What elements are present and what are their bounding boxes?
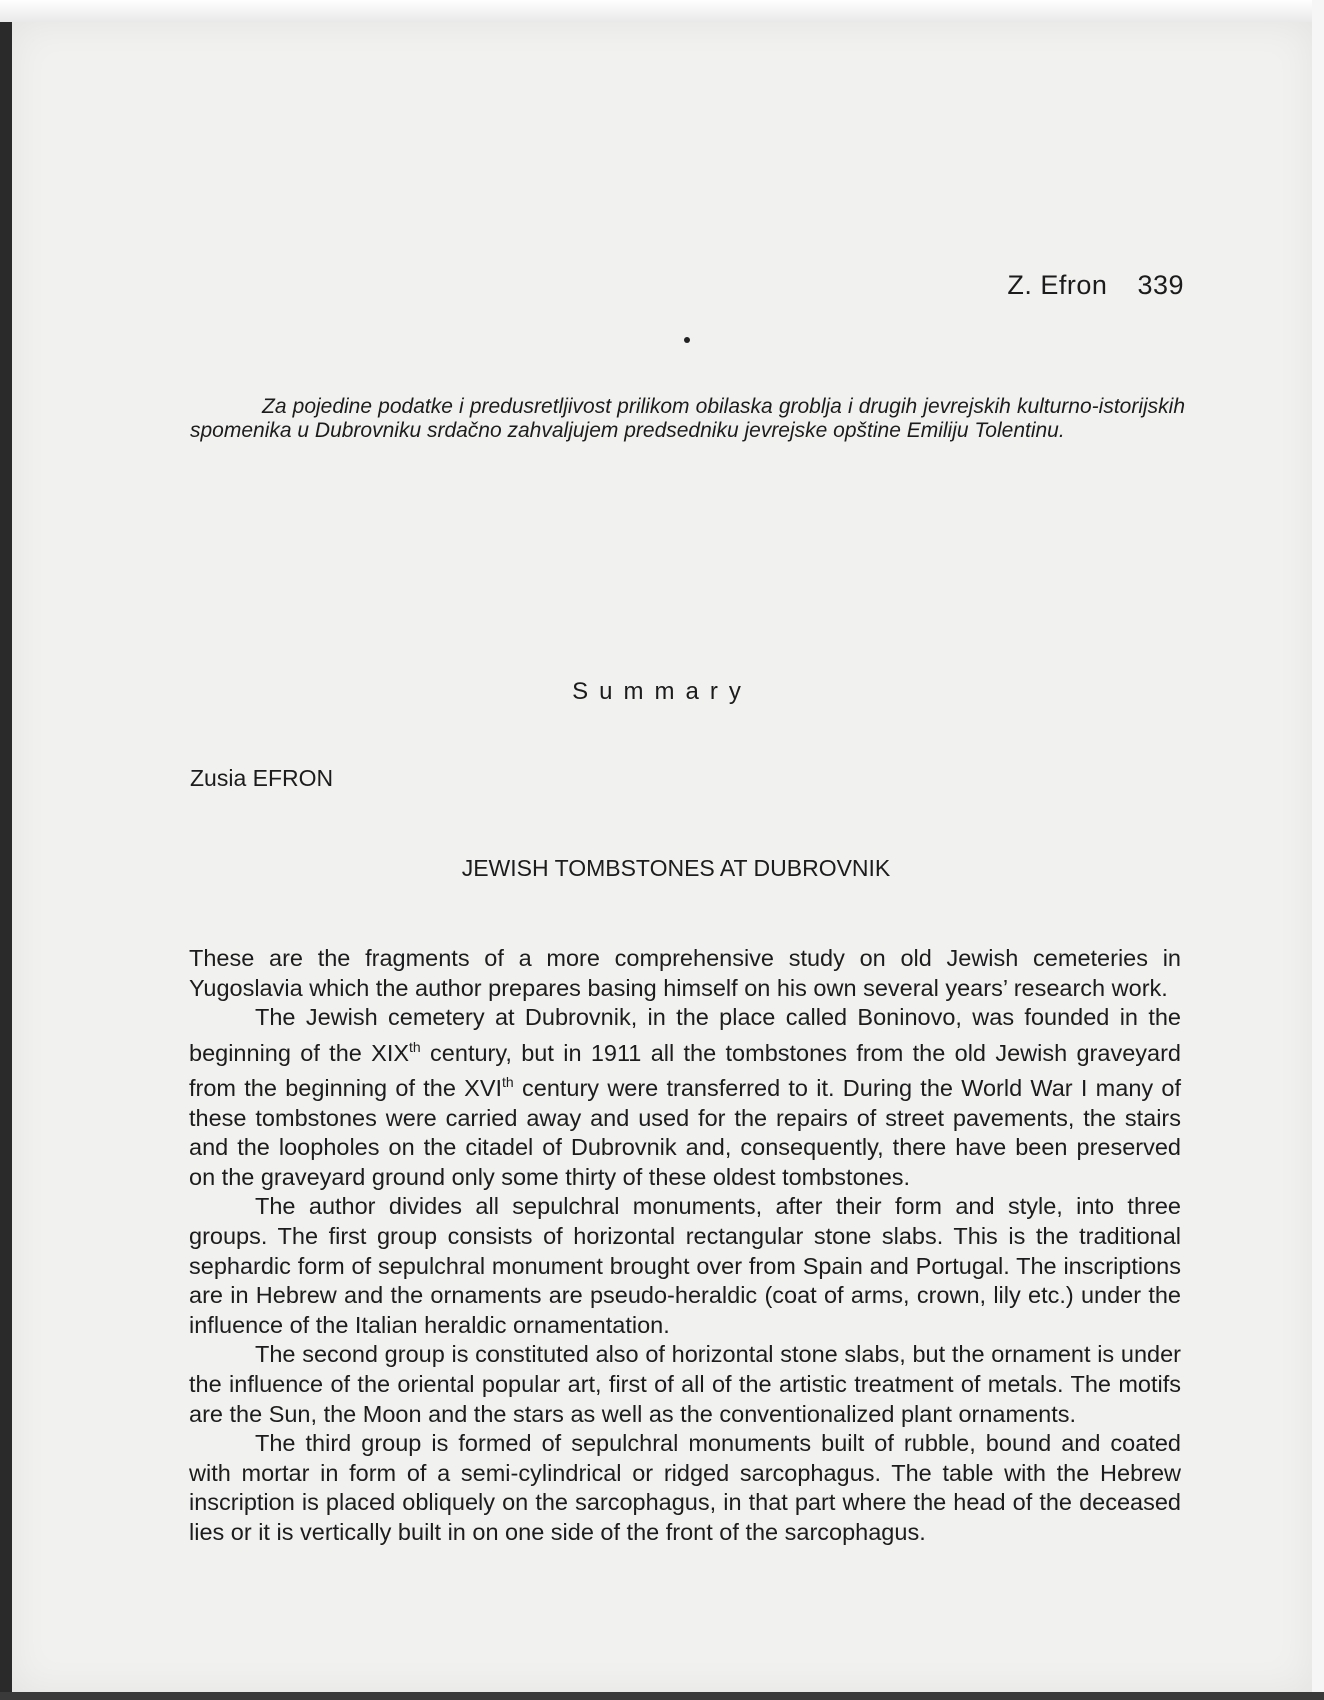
paragraph-text: century were transferred to it. During the World War I many of these tombstones were carried away and used for the repairs of street pavements, the stairs and the loopholes on the citadel of Dubrovnik and, consequently, there have been preserved on the graveyard ground only some thirty of these oldest tombstones. (189, 1075, 1181, 1190)
paragraph-text: These are the fragments of a more comprehensive study on old Jewish cemeteries in Yugoslavia which the author prepares basing himself on his own several years’ research work. (189, 945, 1181, 1001)
scan-bottom-edge (0, 1692, 1324, 1700)
summary-paragraph-2 (189, 1003, 1181, 1192)
paragraph-text: The third group is formed of sepulchral monuments built of rubble, bound and coated with mortar in form of a semi-cylindrical or ridged sarcophagus. The table with the Hebrew inscription is placed obliquely on the sarcophagus, in that part where the head of the deceased lies or it is vertically built in on one side of the front of the sarcophagus. (189, 1430, 1181, 1545)
article-title: JEWISH TOMBSTONES AT DUBROVNIK (461, 855, 891, 881)
paragraph-text: The author divides all sepulchral monuments, after their form and style, into three groups. The first group consists of horizontal rectangular stone slabs. This is the traditional sephardic form of sepulchral monument brought over from Spain and Portugal. The inscriptions are in Hebrew and the ornaments are pseudo-heraldic (coat of arms, crown, lily etc.) under the influence of the Italian heraldic ornamentation. (189, 1193, 1181, 1338)
footnote: Za pojedine podatke i predusretljivost prilikom obilaska groblja i drugih jevrejskih kulturno-istorijskih spomenika u Dubrovniku srdačno zahvaljujem predsedniku jevrejske opštine Emiliju Tolentinu. (190, 395, 1185, 442)
summary-paragraph-1 (189, 944, 1181, 1003)
summary-heading: Summary (572, 678, 752, 705)
superscript: th (502, 1074, 514, 1091)
summary-paragraph-5 (189, 1429, 1181, 1547)
summary-paragraph-3 (189, 1192, 1181, 1340)
running-head (1007, 270, 1184, 301)
footnote-marker (684, 337, 690, 343)
page-number: 339 (1137, 270, 1184, 300)
paragraph-text: The Jewish cemetery at Dubrovnik, in the place called Boninovo, was founded in the beginning of the XIX (189, 1004, 1181, 1066)
scan-right-edge (1312, 0, 1324, 1700)
running-head-author: Z. Efron (1007, 270, 1108, 300)
scan-top-edge (0, 0, 1324, 22)
summary-body (189, 944, 1181, 1548)
superscript: th (409, 1038, 421, 1055)
paragraph-text: The second group is constituted also of horizontal stone slabs, but the ornament is under the influence of the oriental popular art, first of all of the artistic treatment of metals. The motifs are the Sun, the Moon and the stars as well as the conventionalized plant ornaments. (189, 1341, 1181, 1427)
article-author: Zusia EFRON (190, 765, 334, 791)
paragraph-text: century, but in 1911 all the tombstones from the old Jewish graveyard from the beginning of the XVI (189, 1039, 1181, 1102)
summary-paragraph-4 (189, 1340, 1181, 1429)
